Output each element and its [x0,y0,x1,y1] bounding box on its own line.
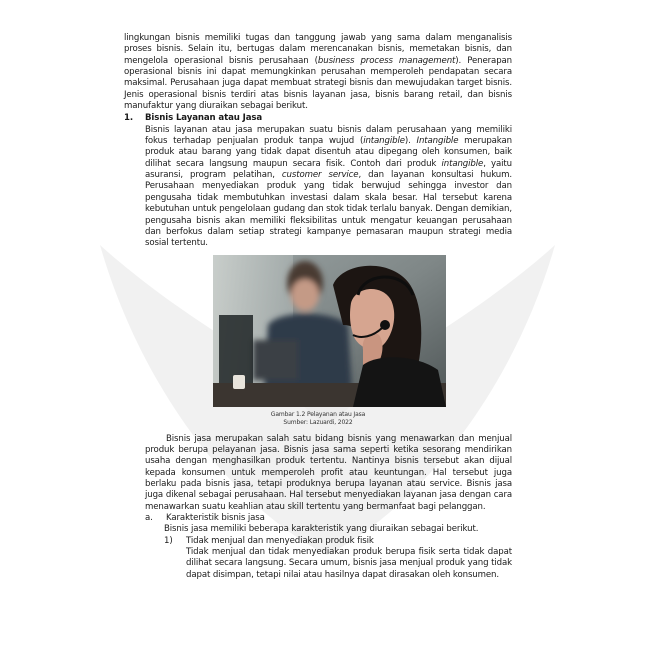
figure-caption [124,411,512,427]
photo-illustration [213,255,446,407]
subheading-text: Bisnis jasa memiliki beberapa karakteristik yang diuraikan sebagai berikut. [164,524,479,535]
photo-customer-service [213,255,446,407]
subheading-a [145,513,512,524]
figure-title: Gambar 1.2 Pelayanan atau Jasa [270,410,366,418]
subheading-title: Karakteristik bisnis jasa [166,512,265,523]
figure-source: Sumber: Lazuardi, 2022 [283,418,353,426]
list-item-number: 1) [164,535,173,546]
list-item-title: Tidak menjual dan menyediakan produk fisik [186,535,374,546]
section-paragraph: Bisnis layanan atau jasa merupakan suatu bisnis dalam perusahaan yang memiliki fokus terhadap penjualan produk tanpa wujud (intangible). Intangible merupakan produk atau barang yang tidak dapat disentuh atau dipegang oleh konsumen, baik dilihat secara langsung maupun secara fisik. Contoh dari produk intangible, yaitu asuransi, program pelatihan, customer service, dan layanan konsultasi hukum. Perusahaan menyediakan produk yang tidak berwujud sehingga investor dan pengusaha tidak membutuhkan investasi dalam skala besar. Hal tersebut karena kebutuhan untuk pengelolaan gudang dan stok tidak terlalu banyak. Dengan demikian, pengusaha bisnis akan memiliki fleksibilitas untuk mengatur keuangan perusahaan dan berfokus dalam setiap strategi kampanye pemasaran maupun strategi media sosial tertentu. [145,124,512,249]
section-title: Bisnis Layanan atau Jasa [145,113,263,124]
subheading-number: a. [145,512,153,523]
section-number: 1. [124,113,134,124]
list-item-text: Tidak menjual dan tidak menyediakan produk berupa fisik serta tidak dapat dilihat secara langsung. Secara umum, bisnis jasa menjual produk yang tidak dapat disimpan, tetapi nilai atau hasilnya dapat dirasakan oleh konsumen. [186,546,512,580]
paragraph-bisnis-jasa: Bisnis jasa merupakan salah satu bidang bisnis yang menawarkan dan menjual produk berupa pelayanan jasa. Bisnis jasa sama seperti ketika sesorang mendirikan usaha dengan menghasilkan produk tertentu. Nantinya bisnis tersebut akan dijual kepada konsumen untuk memperoleh profit atau keuntungan. Hal tersebut juga berlaku pada bisnis jasa, tetapi produknya berupa layanan atau service. Bisnis jasa juga dikenal sebagai perusahaan. Hal tersebut menyediakan layanan jasa dengan cara menawarkan suatu keahlian atau skill tertentu yang bermanfaat bagi pelanggan. [145,433,512,512]
section-heading [124,113,512,124]
intro-paragraph: lingkungan bisnis memiliki tugas dan tanggung jawab yang sama dalam menganalisis proses bisnis. Selain itu, bertugas dalam merencanakan bisnis, memetakan bisnis, dan mengelola operasional bisnis perusahaan (business process management). Penerapan operasional bisnis ini dapat memungkinkan perusahan memperoleh pendapatan secara maksimal. Perusahaan juga dapat membuat strategi bisnis dan mewujudakan target bisnis. Jenis operasional bisnis terdiri atas bisnis layanan jasa, bisnis barang retail, dan bisnis manufaktur yang diuraikan sebagai berikut. [124,33,512,112]
list-item-heading [164,536,512,547]
body-text [124,33,512,581]
